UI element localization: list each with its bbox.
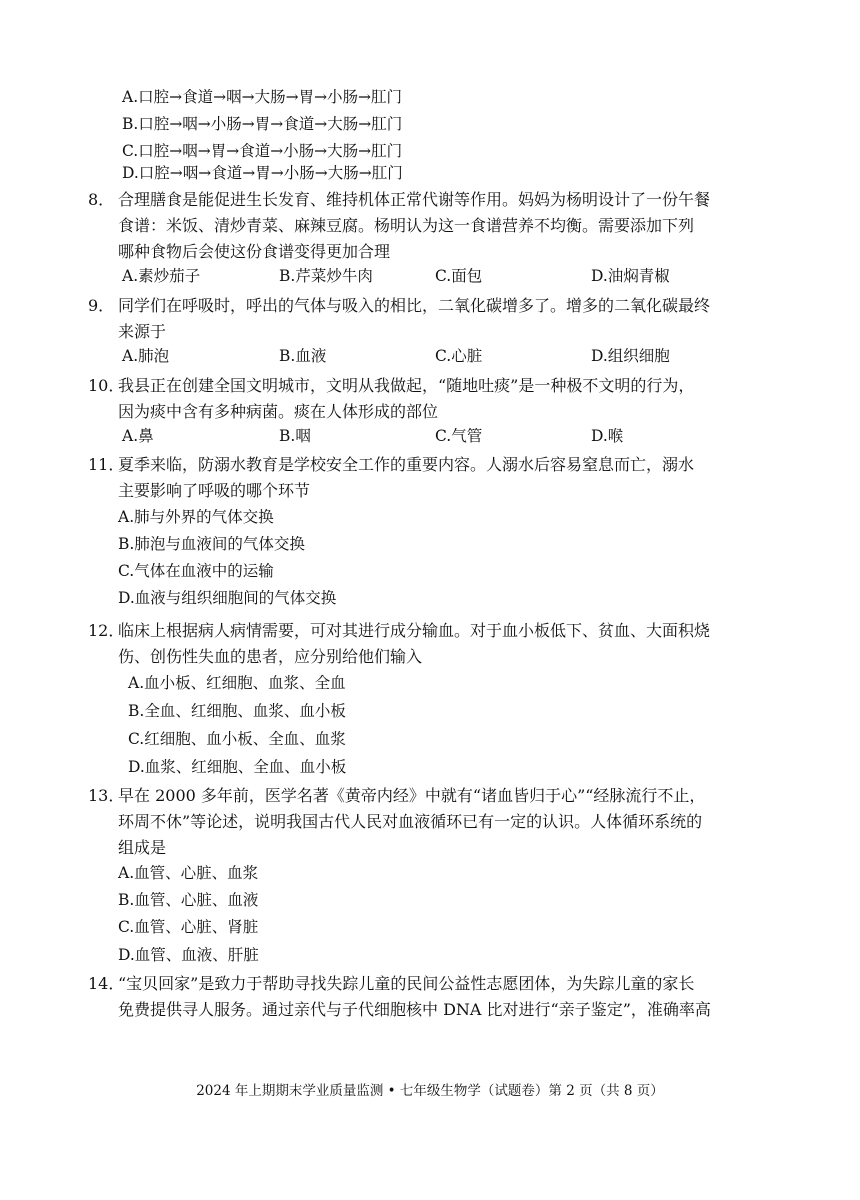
stem-line: 临床上根据病人病情需要，可对其进行成分输血。对于血小板低下、贫血、大面积烧 (118, 621, 711, 640)
q7-option-b: B.口腔→咽→小肠→胃→食道→大肠→肛门 (122, 115, 403, 133)
q7-option-a: A.口腔→食道→咽→大肠→胃→小肠→肛门 (122, 88, 403, 106)
question-stem (118, 452, 694, 504)
stem-line: 夏季来临，防溺水教育是学校安全工作的重要内容。人溺水后容易窒息而亡，溺水 (118, 455, 695, 474)
stem-line: 免费提供寻人服务。通过亲代与子代细胞核中 DNA 比对进行“亲子鉴定”，准确率高 (118, 1000, 711, 1019)
stem-line: 主要影响了呼吸的哪个环节 (118, 481, 311, 500)
question-number: 14． (88, 974, 125, 993)
q12-option-a: A.血小板、红细胞、血浆、全血 (128, 674, 346, 692)
q9-option-d: D.组织细胞 (591, 347, 670, 365)
question-stem (118, 618, 710, 670)
question-number: 8． (88, 190, 115, 209)
question-number: 13． (88, 786, 125, 805)
q8-option-a: A.素炒茄子 (122, 267, 201, 285)
q7-option-c: C.口腔→咽→胃→食道→小肠→大肠→肛门 (122, 142, 403, 160)
q8-option-d: D.油焖青椒 (591, 267, 670, 285)
q10-option-a: A.鼻 (122, 427, 154, 445)
question-stem (118, 783, 705, 861)
stem-line: 食谱：米饭、清炒青菜、麻辣豆腐。杨明认为这一食谱营养不均衡。需要添加下列 (118, 216, 695, 235)
q12-option-d: D.血浆、红细胞、全血、血小板 (128, 758, 347, 776)
q11-option-c: C.气体在血液中的运输 (118, 562, 274, 580)
question-stem (118, 971, 711, 1023)
stem-line: 我县正在创建全国文明城市，文明从我做起，“随地吐痰”是一种极不文明的行为， (118, 376, 695, 395)
q11-option-a: A.肺与外界的气体交换 (118, 508, 274, 526)
q12-option-b: B.全血、红细胞、血浆、血小板 (128, 702, 346, 720)
stem-line: 同学们在呼吸时，呼出的气体与吸入的相比，二氧化碳增多了。增多的二氧化碳最终 (118, 296, 711, 315)
stem-line: 哪种食物后会使这份食谱变得更加合理 (118, 242, 391, 261)
stem-line: 早在 2000 多年前，医学名著《黄帝内经》中就有“诸血皆归于心”“经脉流行不止， (118, 786, 706, 805)
q13-option-a: A.血管、心脏、血浆 (118, 864, 259, 882)
q13-option-b: B.血管、心脏、血液 (118, 891, 259, 909)
stem-line: 组成是 (118, 838, 167, 857)
q10-option-b: B.咽 (279, 427, 311, 445)
question-number: 10． (88, 376, 125, 395)
q7-option-d: D.口腔→咽→食道→胃→小肠→大肠→肛门 (122, 164, 403, 182)
question-number: 12． (88, 621, 125, 640)
question-stem (118, 373, 694, 425)
question-number: 9． (88, 296, 115, 315)
q10-option-d: D.喉 (591, 427, 624, 445)
q9-option-c: C.心脏 (435, 347, 483, 365)
q9-option-a: A.肺泡 (122, 347, 170, 365)
stem-line: 合理膳食是能促进生长发育、维持机体正常代谢等作用。妈妈为杨明设计了一份午餐 (118, 190, 711, 209)
q11-option-d: D.血液与组织细胞间的气体交换 (118, 589, 337, 607)
question-stem (118, 293, 710, 345)
stem-line: “宝贝回家”是致力于帮助寻找失踪儿童的民间公益性志愿团体，为失踪儿童的家长 (118, 974, 695, 993)
q13-option-d: D.血管、血液、肝脏 (118, 946, 259, 964)
q9-option-b: B.血液 (279, 347, 327, 365)
stem-line: 因为痰中含有多种病菌。痰在人体形成的部位 (118, 402, 439, 421)
q13-option-c: C.血管、心脏、肾脏 (118, 918, 259, 936)
q8-option-b: B.芹菜炒牛肉 (279, 267, 373, 285)
q8-option-c: C.面包 (435, 267, 483, 285)
q12-option-c: C.红细胞、血小板、全血、血浆 (128, 730, 346, 748)
stem-line: 伤、创伤性失血的患者，应分别给他们输入 (118, 647, 423, 666)
q10-option-c: C.气管 (435, 427, 483, 445)
page-footer: 2024 年上期期末学业质量监测 • 七年级生物学（试题卷）第 2 页（共 8 页） (196, 1083, 664, 1099)
stem-line: 环周不休”等论述，说明我国古代人民对血液循环已有一定的认识。人体循环系统的 (118, 812, 703, 831)
stem-line: 来源于 (118, 322, 167, 341)
question-number: 11． (88, 455, 125, 474)
question-stem (118, 187, 710, 265)
q11-option-b: B.肺泡与血液间的气体交换 (118, 535, 305, 553)
